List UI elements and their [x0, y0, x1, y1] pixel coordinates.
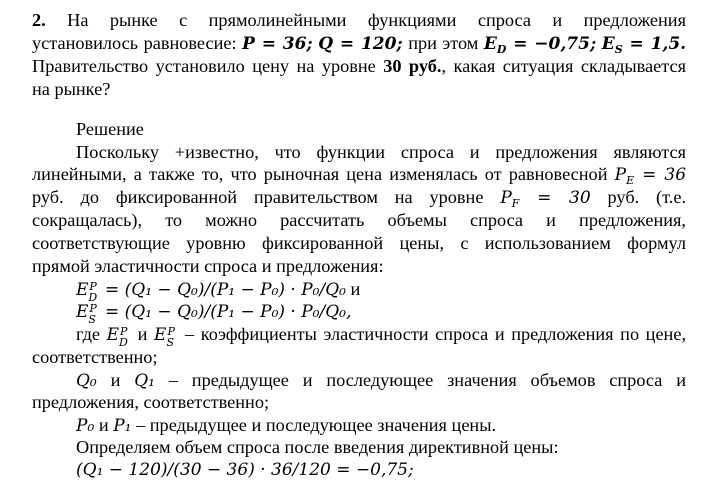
problem-number: 2. — [32, 10, 46, 30]
fixed-price-symbol: $P_F = 30$ — [500, 188, 591, 210]
p1-symbol: P₁ — [113, 416, 132, 436]
q-and: и — [110, 370, 121, 390]
equilibrium-quantity: Q = 120; — [318, 34, 403, 54]
where-and: и — [137, 324, 148, 344]
equilibrium-price: P = 36; — [242, 34, 313, 54]
where-respectively: соответственно; — [32, 347, 158, 367]
solution-text-5: сокращалась), то можно рассчитать объемы спроса и предложения, — [32, 210, 686, 230]
fixed-price: 30 руб. — [383, 56, 442, 76]
determine-text: Определяем объем спроса после введения директивной цены: — [76, 437, 559, 457]
p-definition-line — [76, 414, 496, 437]
demand-equation-text: (Q₁ − 120)/(30 − 36) · 36/120 = −0,75; — [76, 460, 414, 480]
problem-line-4 — [32, 78, 110, 100]
demand-elasticity: $E_D = -0,75$; — [483, 34, 597, 56]
problem-line-3 — [32, 55, 686, 77]
formula-demand-indices: P D — [88, 280, 98, 304]
solution-text-2: линейными, а также то, что рыночная цена изменялась от равновесной — [32, 164, 608, 184]
solution-text-6: соответствующие уровню фиксированной цены, с использованием формул — [32, 233, 686, 253]
where-description: – коэффициенты эластичности спроса и предложения по цене, — [185, 324, 687, 344]
q-definition-text-2: предложения, соответственно; — [32, 392, 270, 412]
supply-elasticity: $E_S = 1,5$. — [601, 34, 687, 56]
problem-text-5: , какая ситуация складывается — [441, 56, 687, 76]
solution-heading — [76, 118, 144, 140]
determine-line — [76, 436, 559, 458]
formula-supply — [76, 300, 352, 326]
where-line-2 — [32, 346, 158, 368]
q-definition-text: – предыдущее и последующее значения объемов спроса и — [168, 370, 686, 390]
q0-symbol: Q₀ — [76, 371, 97, 391]
formula-supply-body: = (Q₁ − Q₀)/(P₁ − P₀) · P₀/Q₀, — [105, 302, 352, 322]
solution-line-1 — [76, 141, 686, 163]
formula-supply-E: E — [76, 302, 89, 322]
solution-line-5 — [32, 232, 686, 254]
formula-demand-body: = (Q₁ − Q₀)/(P₁ − P₀) · P₀/Q₀ — [105, 280, 346, 300]
solution-text-3: руб. до фиксированной правительством на уровне — [32, 187, 484, 207]
solution-heading-text: Решение — [76, 119, 144, 139]
problem-text-6: на рынке? — [32, 79, 111, 99]
problem-line-1 — [32, 9, 686, 31]
equilibrium-price-symbol: $P_E = 36$ — [614, 165, 687, 187]
p0-symbol: P₀ — [76, 416, 95, 436]
solution-text-7: прямой эластичности спроса и предложения: — [32, 256, 384, 276]
where-line-1 — [76, 323, 687, 349]
where-demand-coef: E P D — [106, 325, 128, 349]
p-definition-text: – предыдущее и последующее значения цены. — [136, 415, 497, 435]
formula-demand-and: и — [350, 279, 361, 299]
q-definition-line-2 — [32, 391, 269, 413]
problem-text-1: На рынке с прямолинейными функциями спроса и предложения — [67, 10, 686, 30]
formula-demand-E: E — [76, 280, 89, 300]
solution-text-1: Поскольку +известно, что функции спроса и предложения являются — [76, 142, 686, 162]
problem-text-4: Правительство установило цену на уровне — [32, 56, 376, 76]
p-and: и — [98, 415, 109, 435]
where-supply-coef: E P S — [154, 325, 175, 349]
solution-text-4: руб. (т.е. — [607, 187, 687, 207]
problem-text-3: при этом — [408, 33, 479, 53]
solution-line-4 — [32, 209, 686, 231]
q-definition-line-1 — [76, 369, 686, 392]
solution-line-6 — [32, 255, 384, 277]
formula-supply-indices: P S — [88, 302, 97, 326]
demand-equation — [76, 458, 414, 481]
q1-symbol: Q₁ — [134, 371, 155, 391]
formula-demand — [76, 278, 361, 304]
where-text: где — [76, 324, 101, 344]
problem-text-2: установилось равновесие: — [32, 33, 237, 53]
